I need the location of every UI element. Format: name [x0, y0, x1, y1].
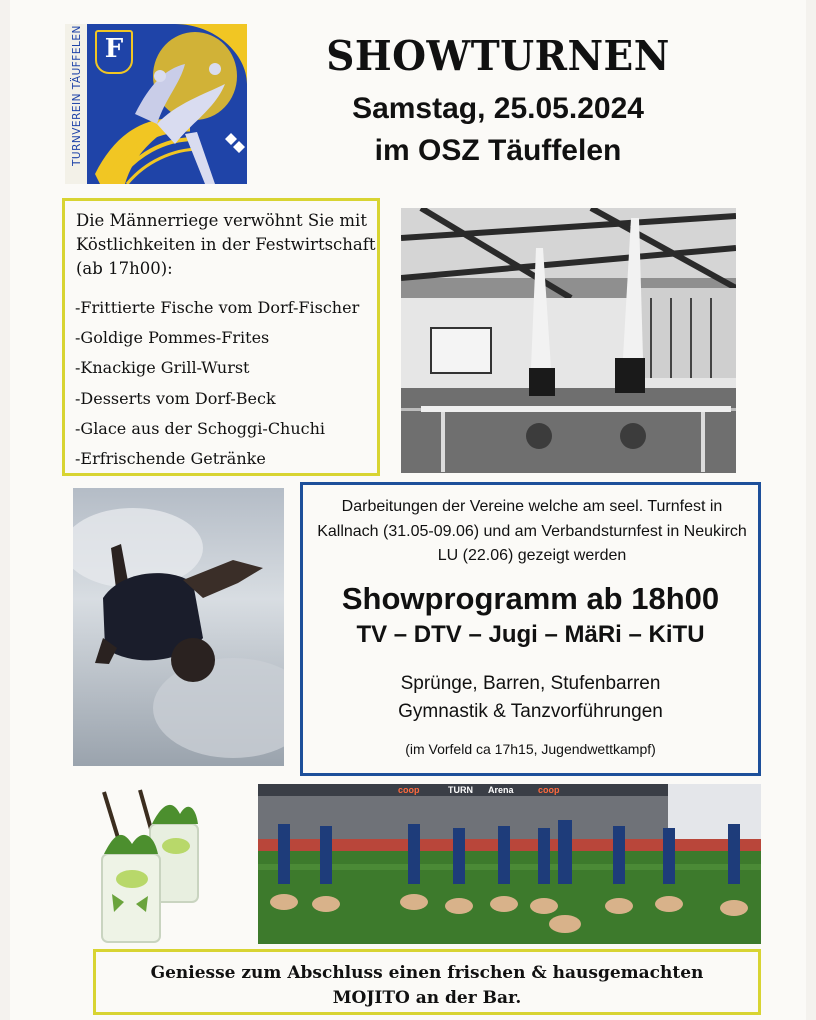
program-intro: Darbeitungen der Vereine welche am seel. Turnfest in Kallnach (31.05-09.06) und am Verbandsturnfest in Neukirch LU (22.06) gezeigt werden	[317, 498, 747, 564]
mojito-text	[96, 961, 758, 1011]
food-menu-box	[62, 198, 380, 476]
menu-item: -Desserts vom Dorf-Beck	[75, 388, 276, 408]
menu-item: -Goldige Pommes-Frites	[75, 328, 270, 348]
mojito-line-2: MOJITO an der Bar.	[332, 988, 522, 1008]
menu-intro: Die Männerriege verwöhnt Sie mit Köstlichkeiten in der Festwirtschaft (ab 17h00):	[76, 211, 376, 278]
program-headline: Showprogramm ab 18h00	[341, 581, 720, 616]
gymnast-jump-photo	[73, 488, 284, 766]
menu-item: -Knackige Grill-Wurst	[75, 358, 250, 378]
menu-item: -Frittierte Fische vom Dorf-Fischer	[75, 298, 360, 317]
menu-list	[75, 293, 359, 474]
event-date: Samstag, 25.05.2024	[352, 92, 644, 125]
program-disciplines-2: Gymnastik & Tanzvorführungen	[398, 701, 663, 722]
parallel-bars-photo	[401, 208, 736, 473]
menu-item: -Glace aus der Schoggi-Chuchi	[75, 418, 326, 438]
stadium-banner: coop	[398, 785, 420, 795]
stadium-banner: TURN	[448, 785, 473, 795]
logo-letter: F	[104, 34, 124, 64]
mojito-illustration	[92, 784, 204, 948]
stadium-illustration	[258, 784, 761, 944]
club-logo	[65, 24, 247, 184]
event-venue: im OSZ Täuffelen	[374, 134, 622, 167]
jump-illustration	[73, 488, 284, 766]
menu-item: -Erfrischende Getränke	[75, 449, 266, 469]
logo-club-name: TURNVEREIN TÄUFFELEN	[71, 25, 83, 166]
parallel-bars-illustration	[401, 208, 736, 473]
logo-shield	[95, 30, 133, 74]
event-title: SHOWTURNEN	[326, 32, 670, 80]
program-box	[300, 482, 761, 776]
mojito-photo	[92, 784, 204, 948]
stadium-photo	[258, 784, 761, 944]
program-note: (im Vorfeld ca 17h15, Jugendwettkampf)	[405, 741, 656, 757]
stadium-banner: Arena	[488, 785, 514, 795]
mojito-line-1: Geniesse zum Abschluss einen frischen & hausgemachten	[150, 963, 704, 983]
program-groups: TV – DTV – Jugi – MäRi – KiTU	[356, 621, 705, 648]
stadium-banner: coop	[538, 785, 560, 795]
logo-artwork	[65, 24, 247, 184]
mojito-box	[93, 949, 761, 1015]
program-disciplines-1: Sprünge, Barren, Stufenbarren	[400, 673, 661, 694]
